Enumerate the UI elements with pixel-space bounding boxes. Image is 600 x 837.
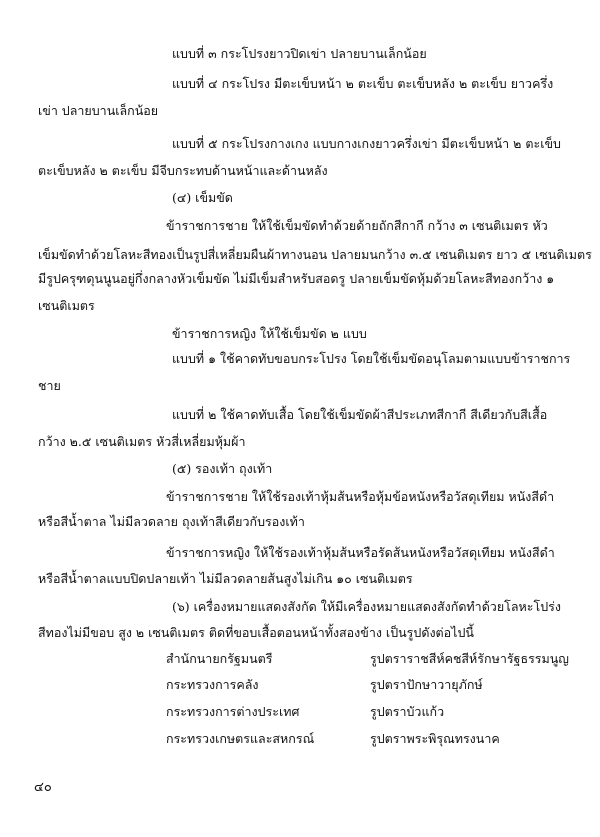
shoes-female-line2: หรือสีน้ำตาลแบบปิดปลายเท้า ไม่มีลวดลายส้นสูงไม่เกิน ๑๐ เซนติเมตร [38,571,413,586]
skirt-style-5-cont: ตะเข็บหลัง ๒ ตะเข็บ มีจีบกระทบด้านหน้าและด้านหลัง [38,163,328,178]
belt-female-style-2: แบบที่ ๒ ใช้คาดทับเสื้อ โดยใช้เข็มขัดผ้าสีประเภทสีกากี สีเดียวกับสีเสื้อ [172,407,548,422]
table-row-agency: กระทรวงเกษตรและสหกรณ์ [166,731,315,746]
shoes-male-para: ข้าราชการชาย ให้ใช้รองเท้าหุ้มส้นหรือหุ้มข้อหนังหรือวัสดุเทียม หนังสีดำ [166,489,555,504]
section-insignia-heading: (๖) เครื่องหมายแสดงสังกัด ให้มีเครื่องหมายแสดงสังกัดทำด้วยโลหะโปร่ง [172,599,561,614]
insignia-line2: สีทองไม่มีขอบ สูง ๒ เซนติเมตร ติดที่ขอบเสื้อตอนหน้าทั้งสองข้าง เป็นรูปดังต่อไปนี้ [38,625,474,640]
belt-male-line4: เซนติเมตร [38,298,95,313]
skirt-style-3: แบบที่ ๓ กระโปรงยาวปิดเข่า ปลายบานเล็กน้อย [172,46,427,61]
belt-female-style-1: แบบที่ ๑ ใช้คาดทับขอบกระโปรง โดยใช้เข็มขัดอนุโลมตามแบบข้าราชการ [172,351,571,366]
page-number: ๔๐ [34,780,52,795]
skirt-style-4-cont: เข่า ปลายบานเล็กน้อย [38,103,159,118]
table-row-emblem: รูปตราปักษาวายุภักษ์ [370,677,483,692]
belt-female-para: ข้าราชการหญิง ให้ใช้เข็มขัด ๒ แบบ [172,326,367,341]
belt-male-line3: มีรูปครุฑดุนนูนอยู่กึ่งกลางหัวเข็มขัด ไม่มีเข็มสำหรับสอดรู ปลายเข็มขัดหุ้มด้วยโลหะสีทองกว้าง ๑ [38,271,555,286]
table-row-emblem: รูปตราบัวแก้ว [370,704,445,719]
table-row-agency: กระทรวงการคลัง [166,677,259,692]
belt-male-para: ข้าราชการชาย ให้ใช้เข็มขัดทำด้วยด้ายถักสีกากี กว้าง ๓ เซนติเมตร หัว [166,218,548,233]
table-row-agency: กระทรวงการต่างประเทศ [166,704,300,719]
table-row-emblem: รูปตราพระพิรุณทรงนาค [370,731,500,746]
shoes-female-para: ข้าราชการหญิง ให้ใช้รองเท้าหุ้มส้นหรือรัดส้นหนังหรือวัสดุเทียม หนังสีดำ [166,545,555,560]
shoes-male-line2: หรือสีน้ำตาล ไม่มีลวดลาย ถุงเท้าสีเดียวกับรองเท้า [38,514,305,529]
table-row-agency: สำนักนายกรัฐมนตรี [166,651,273,666]
section-shoes-heading: (๕) รองเท้า ถุงเท้า [172,461,273,476]
belt-male-line2: เข็มขัดทำด้วยโลหะสีทองเป็นรูปสี่เหลี่ยมผืนผ้าทางนอน ปลายมนกว้าง ๓.๕ เซนติเมตร ยาว ๕ เซนติเมตร [38,247,592,262]
belt-female-style-2-cont: กว้าง ๒.๕ เซนติเมตร หัวสี่เหลี่ยมหุ้มผ้า [38,434,246,449]
section-belt-heading: (๔) เข็มขัด [172,190,233,205]
skirt-style-4: แบบที่ ๔ กระโปรง มีตะเข็บหน้า ๒ ตะเข็บ ตะเข็บหลัง ๒ ตะเข็บ ยาวครึ่ง [172,76,554,91]
table-row-emblem: รูปตราราชสีห์คชสีห์รักษารัฐธรรมนูญ [370,651,569,666]
belt-female-style-1-cont: ชาย [38,378,61,393]
skirt-style-5: แบบที่ ๕ กระโปรงกางเกง แบบกางเกงยาวครึ่งเข่า มีตะเข็บหน้า ๒ ตะเข็บ [172,136,561,151]
